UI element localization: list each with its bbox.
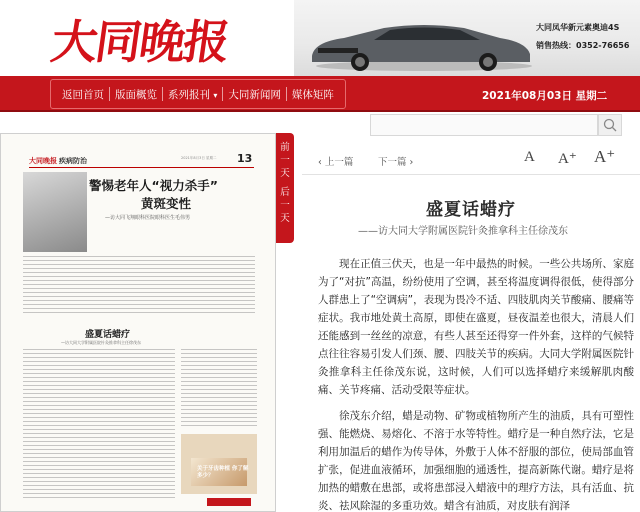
article-title: 盛夏话蜡疗 <box>426 200 516 220</box>
article-paragraph: 徐茂东介绍，蜡是动物、矿物或植物所产生的油质，具有可塑性强、能燃烧、易熔化、不溶于水等特性。蜡疗是一种自然疗法，它是利用加温后的蜡作为传导体，外敷于人体不舒服的部位，使局部血管扩张，促进血液循环，加强细胞的通透性，提高新陈代谢。蜡疗是将加热的蜡敷在患部，或将患部浸入蜡液中的理疗方法，具有活血、抗炎、祛风除湿的多重功效。蜡含有油质，对皮肤有润泽 <box>318 410 634 512</box>
site-header <box>0 0 640 76</box>
chevron-down-icon: ▾ <box>213 90 218 100</box>
page-logo: 大同晚报 <box>29 157 57 165</box>
nav-series-label: 系列报刊 <box>168 88 210 101</box>
article-body <box>318 255 634 512</box>
font-largest-button[interactable]: A⁺ <box>594 147 616 166</box>
ad-dealer-name: 大同凤华新元素奥迪4S <box>536 23 620 32</box>
site-logo[interactable]: 大同晚报 <box>47 15 232 69</box>
nav-layout-overview[interactable]: 版面概览 <box>115 88 157 101</box>
font-larger-button[interactable]: A⁺ <box>558 151 577 167</box>
main-nav <box>0 76 640 112</box>
audi-advertisement[interactable] <box>294 0 640 76</box>
article3-text-block <box>181 349 257 429</box>
search-icon <box>599 115 621 135</box>
nav-media-matrix[interactable]: 媒体矩阵 <box>291 88 334 101</box>
ad-hotline: 销售热线：0352-76656 <box>536 41 630 50</box>
article-toolbar <box>302 147 640 175</box>
page-section: 疾病防治 <box>59 157 87 165</box>
dental-article-title: 关于牙齿种植 你了解多少？ <box>197 466 249 479</box>
article1-text-block <box>23 256 255 314</box>
chevron-left-icon: ‹ <box>318 157 325 168</box>
article2-text-block <box>23 349 175 499</box>
nav-menu <box>50 79 346 109</box>
nav-datong-news[interactable]: 大同新闻网 <box>228 88 281 101</box>
search-button[interactable] <box>598 114 622 136</box>
search-input[interactable] <box>370 114 598 136</box>
next-day-link[interactable]: 后 一 天 <box>280 187 290 224</box>
nav-home[interactable]: 返回首页 <box>62 88 104 101</box>
nav-series-publications[interactable] <box>163 87 222 102</box>
previous-day-link[interactable]: 前 一 天 <box>280 142 290 179</box>
article-paragraph: 现在正值三伏天，也是一年中最热的时候。一些公共场所、家庭为了“对抗”高温，纷纷使用了空调，甚至将温度调得很低，使得部分人群患上了“空调病”，表现为畏冷不适、四肢肌肉关节酸痛、腰痛等症状。我市地处黄土高原，即使在盛夏，昼夜温差也很大，清晨人们还能感到一丝丝的凉意，有些人甚至还得穿一件外套，这样的气候特点往往容易引发人们颈、腰、四肢关节的疾病。大同大学附属医院针灸推拿科主任徐茂东说，这时候，人们可以选择蜡疗来缓解肌肉酸痛、关节疼痛、活动受限等症状。 <box>318 258 634 396</box>
page-number: 13 <box>237 152 253 165</box>
newspaper-page[interactable] <box>0 133 276 512</box>
prev-article-button[interactable]: ‹ 上一篇 <box>318 157 354 168</box>
headline-article2[interactable]: 盛夏话蜡疗 <box>85 330 131 340</box>
chevron-right-icon: › <box>406 157 414 168</box>
font-normal-button[interactable]: A <box>524 149 535 165</box>
page-header <box>29 152 254 168</box>
next-article-button[interactable]: 下一篇 › <box>378 157 414 168</box>
page-footer-tag <box>207 498 251 506</box>
issue-date: 2021年08月03日 星期二 <box>482 90 608 102</box>
article1-subtitle: —访大同飞翔眼科医院眼科医生毛伟男 <box>105 215 191 221</box>
day-navigation-tab <box>276 133 294 243</box>
headline-article1[interactable]: 警惕老年人“视力杀手” <box>89 178 218 193</box>
article2-subtitle: —访大同大学附属医院针灸推拿科主任徐茂东 <box>61 340 141 345</box>
headline-article1-line2[interactable]: 黄斑变性 <box>141 196 192 211</box>
page-date: 2021年8月3日 星期二 <box>181 156 217 160</box>
car-image <box>304 16 534 72</box>
article-subtitle: ——访大同大学附属医院针灸推拿科主任徐茂东 <box>358 226 568 237</box>
